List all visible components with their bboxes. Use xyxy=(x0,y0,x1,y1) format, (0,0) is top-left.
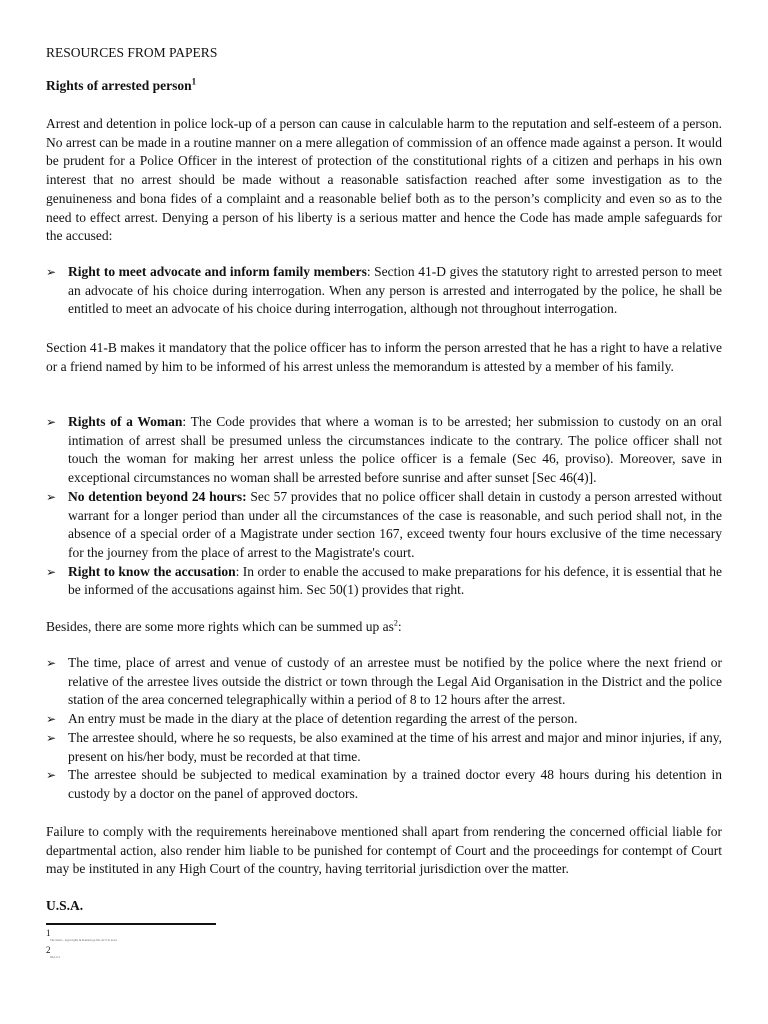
bullet-title: No detention beyond 24 hours: xyxy=(68,488,247,504)
section-title-usa: U.S.A. xyxy=(46,898,84,913)
section-title-rights-of-arrested-person xyxy=(46,77,196,95)
footnote-number-1: 1 xyxy=(46,928,51,938)
bullet-text: Sec 57 provides that no police officer shall detain in custody a person arrested without warrant for a longer period than under all the circumstances of the case is reasonable, and such period shall not, in the absence of a special order of a Magistrate under section 167, exceed twenty four hours exclusive of the time necessary for the journey from the place of arrest to the Magistrate's court. xyxy=(68,488,722,560)
arrow-bullet-icon: ➢ xyxy=(46,564,57,579)
arrow-bullet-icon: ➢ xyxy=(46,712,57,727)
arrow-bullet-icon: ➢ xyxy=(46,265,57,279)
bullet-text: The arrestee should be subjected to medical examination by a trained doctor every 48 hours during his detention in custody by a doctor on the panel of approved doctors. xyxy=(68,767,722,801)
besides-paragraph xyxy=(46,618,722,637)
list-item xyxy=(46,413,722,488)
footnote-number-2: 2 xyxy=(46,945,51,955)
bullet-text: : Section 41-D gives the statutory right to arrested person to meet an advocate of his choice during interrogation. When any person is arrested and interrogated by the police, he shall be entitled to meet an advocate of his choice during interrogation, although not throughout interrogation. xyxy=(68,264,722,317)
arrow-bullet-icon: ➢ xyxy=(46,415,57,429)
list-item xyxy=(46,263,722,319)
bullet-title: Right to meet advocate and inform family members xyxy=(68,264,367,279)
footnote-ref-2[interactable]: 2 xyxy=(393,618,398,628)
arrow-bullet-icon: ➢ xyxy=(46,656,57,670)
list-item xyxy=(46,766,722,803)
arrow-bullet-icon: ➢ xyxy=(46,489,57,504)
footnote-ref-1[interactable]: 1 xyxy=(191,76,197,87)
footnote-divider xyxy=(46,923,216,925)
besides-text: Besides, there are some more rights which can be summed up as xyxy=(46,619,394,634)
bullet-text: : In order to enable the accused to make preparations for his defence, it is essential that he be informed of the accusations against him. Sec 50(1) provides that right. xyxy=(68,563,722,598)
arrow-bullet-icon: ➢ xyxy=(46,730,57,745)
bullet-text: : The Code provides that where a woman is to be arrested; her submission to custody on an oral intimation of arrest shall be presumed unless the circumstances indicate to the contrary. The police officer shall not touch the woman for making her arrest unless the police officer is a female (Sec 46, proviso). Moreover, save in exceptional circumstances no woman shall be arrested before sunrise and after sunset [Sec 46(4)]. xyxy=(68,414,722,486)
document-heading: RESOURCES FROM PAPERS xyxy=(46,45,218,60)
failure-paragraph: Failure to comply with the requirements hereinabove mentioned shall apart from rendering the concerned official liable for departmental action, also render him liable to be punished for contempt of Court and the proceedings for contempt of Court may be instituted in any High Court of the country, having territorial jurisdiction over the matter. xyxy=(46,824,722,877)
intro-paragraph: Arrest and detention in police lock-up of a person can cause in calculable harm to the reputation and self-esteem of a person. No arrest can be made in a routine manner on a mere allegation of commission of an offence made against a person. It would be prudent for a Police Officer in the interest of protection of the constitutional rights of a citizen and perhaps in his own interest that no arrest should be made without a reasonable satisfaction reached after some investigation as to the genuineness and bona fides of a complaint and a reasonable belief both as to the person’s complicity and even so as to the need to effect arrest. Denying a person of his liberty is a serious matter and hence the Code has made ample safeguards for the accused: xyxy=(46,116,722,244)
bullet-title: Rights of a Woman xyxy=(68,414,183,429)
bullet-title: Right to know the accusation xyxy=(68,563,236,579)
bullet-text: An entry must be made in the diary at the place of detention regarding the arrest of the person. xyxy=(68,711,578,727)
section-41b-paragraph: Section 41-B makes it mandatory that the police officer has to inform the person arrested that he has a right to have a relative or a friend named by him to be informed of his arrest unless the memorandum is attested by a member of his family. xyxy=(46,340,722,374)
bullet-text: The arrestee should, where he so requests, be also examined at the time of his arrest and major and minor injuries, if any, present on his/her body, must be recorded at that time. xyxy=(68,729,722,764)
footnote-text-1: Tile thesis - legal rights & Kamath ga-Mr. ACT in news xyxy=(50,938,117,942)
bullet-list-advocate xyxy=(46,263,722,319)
list-item xyxy=(46,654,722,710)
section-title-text: Rights of arrested person xyxy=(46,78,192,93)
list-item xyxy=(46,710,722,729)
arrow-bullet-icon: ➢ xyxy=(46,768,57,783)
list-item xyxy=(46,488,722,563)
bullet-list-rights xyxy=(46,413,722,600)
bullet-list-more-rights xyxy=(46,654,722,804)
bullet-text: The time, place of arrest and venue of custody of an arrestee must be notified by the police where the next friend or relative of the arrestee lives outside the district or town through the Legal Aid Organisation in the District and the police station of the area concerned telegraphically within a period of 8 to 12 hours after the arrest. xyxy=(68,655,722,708)
list-item xyxy=(46,563,722,600)
besides-colon: : xyxy=(397,619,402,634)
footnote-text-2: Ibid at 2 xyxy=(50,955,60,959)
list-item xyxy=(46,729,722,766)
